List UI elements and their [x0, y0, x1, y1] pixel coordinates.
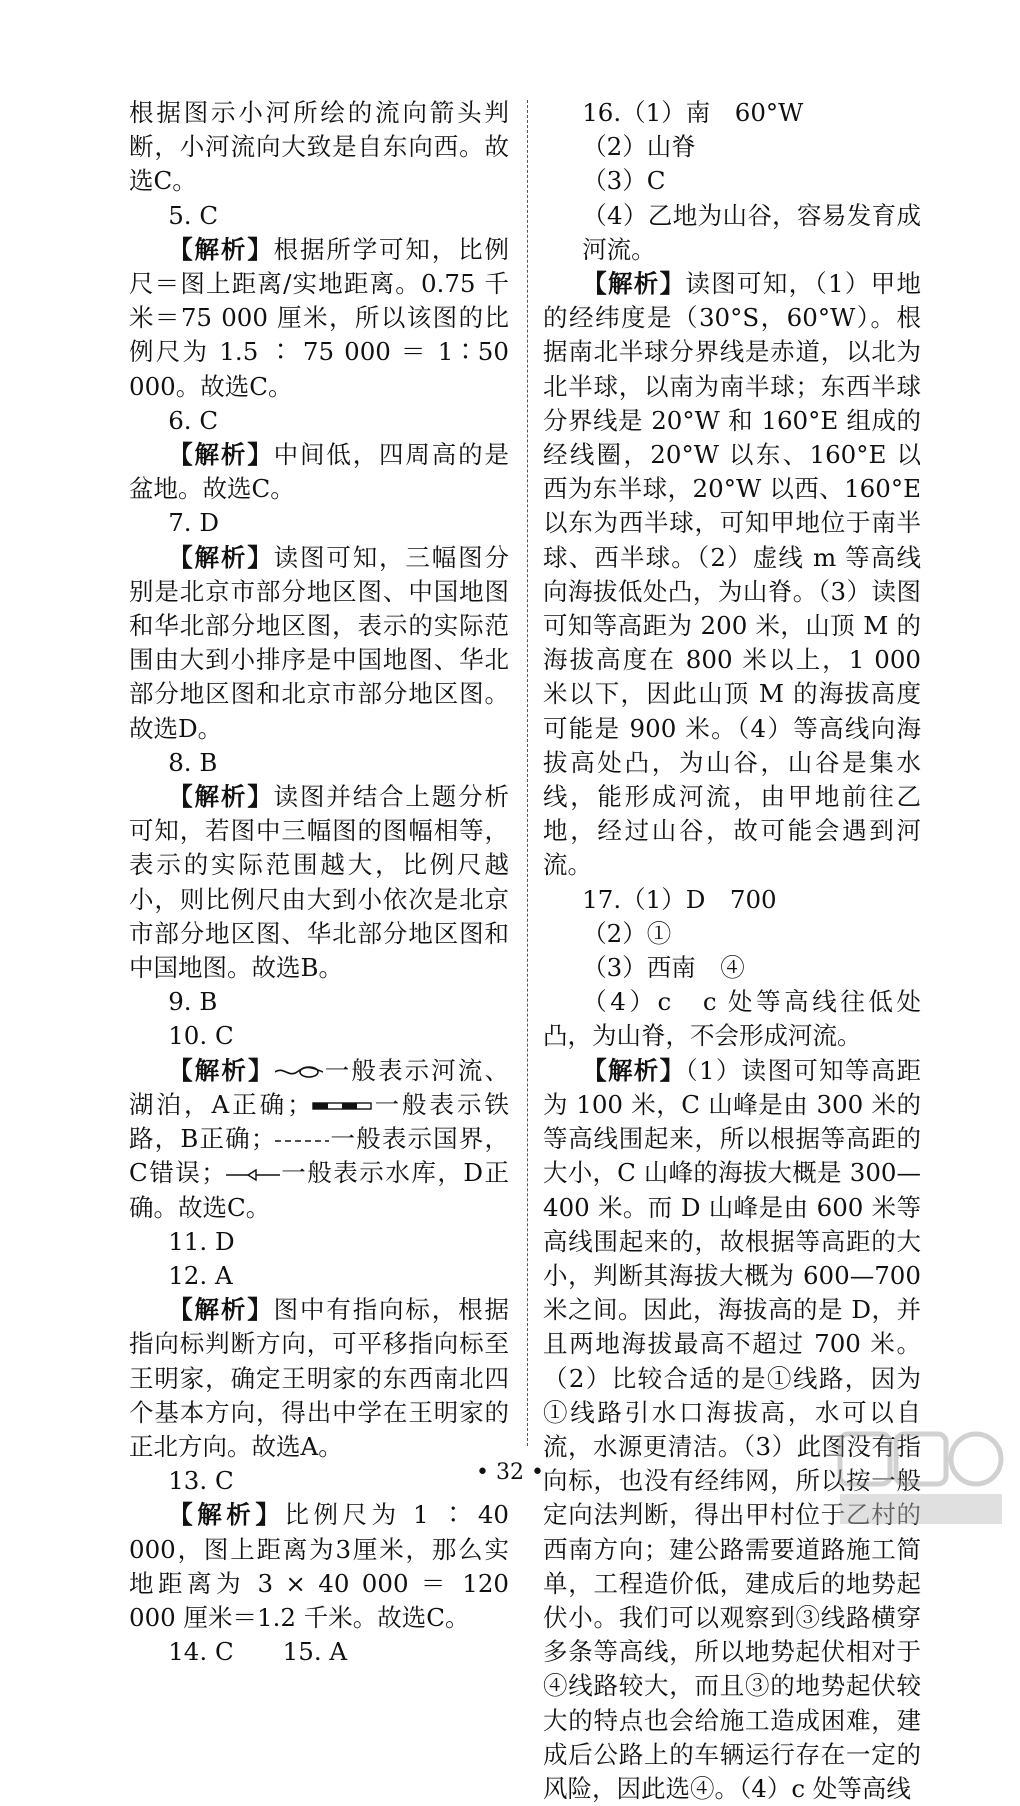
explanation-text: 根据图示小河所绘的流向箭头判断，小河流向大致是自东向西。故选C。: [129, 98, 509, 196]
answer-text: （2）山脊: [582, 132, 696, 162]
national-border-symbol-icon: [275, 1135, 329, 1147]
answer-line: [543, 199, 921, 267]
analysis-tag: 【解析】: [168, 234, 274, 264]
answer-text: 14. C 15. A: [168, 1637, 348, 1667]
explanation-paragraph: [543, 985, 921, 1053]
analysis-tag: 【解析】: [168, 440, 274, 470]
answer-text: 10. C: [168, 1021, 234, 1051]
explanation-text: （1）读图可知等高距为 100 米，C 山峰是由 300 米的等高线围起来，所以根据等高距的大小，C 山峰的海拔大概是 300—400 米。而 D 山峰是由 600 米等高线围起来的，故根据等高距的大小，判断其海拔大概为 600—700 米之间。因此，海拔高的是 D，并且两地海拔最高不超过 700 米。（2）比较合适的是①线路，因为①线路引水口海拔高，水可以自流，水源更清洁。（3）此图没有指向标，也没有经纬网，所以按一般定向法判断，得出甲村位于乙村的西南方向；建公路需要道路施工简单，工程造价低，建成后的地势起伏小。我们可以观察到③线路横穿多条等高线，所以地势起伏相对于④线路较大，而且③的地势起伏较大的特点也会给施工造成困难，建成后公路上的车辆运行存在一定的风险，因此选④。（4）c 处等高线: [543, 1055, 922, 1803]
answer-line: [129, 985, 509, 1019]
answer-text: 11. D: [168, 1226, 235, 1256]
answer-line: [543, 917, 921, 951]
explanation-text: 读图可知，（1）甲地的经纬度是（30°S，60°W）。根据南北半球分界线是赤道，以北为北半球，以南为南半球；东西半球分界线是 20°W 和 160°E 组成的经线圈，20°W 以东、160°E 以西为东半球，20°W 以西、160°E 以东为西半球，可知甲地位于南半球、西半球。（2）虚线 m 等高线向海拔低处凸，为山脊。（3）读图可知等高距为 200 米，山顶 M 的海拔高度在 800 米以上，1 000 米以下，因此山顶 M 的海拔高度可能是 900 米。（4）等高线向海拔高处凸，为山谷，山谷是集水线，能形成河流，由甲地前往乙地，经过山谷，故可能会遇到河流。: [543, 269, 922, 880]
explanation-text: 中间低，四周高的是盆地。故选C。: [129, 440, 509, 504]
explanation-paragraph: [129, 780, 509, 985]
railway-symbol-icon: [312, 1100, 372, 1112]
explanation-text: 根据所学可知，比例尺＝图上距离/实地距离。0.75 千米＝75 000 厘米，所以该图的比例尺为 1.5 ∶ 75 000 ＝ 1∶50 000。故选C。: [129, 234, 509, 401]
answer-line: [543, 164, 921, 198]
answer-text: （2）①: [582, 918, 672, 948]
symbol-desc: 一般表示国界，C错误；: [129, 1124, 510, 1188]
symbol-desc: 一般表示水库，D正确。故选C。: [129, 1158, 509, 1222]
answer-line: [129, 1259, 509, 1293]
answer-line: [129, 746, 509, 780]
answer-text: 13. C: [168, 1466, 234, 1496]
answer-line: [543, 951, 921, 985]
explanation-text: 比例尺为 1 ∶ 40 000，图上距离为3厘米，那么实地距离为 3 × 40 000 ＝ 120 000 厘米＝1.2 千米。故选C。: [129, 1500, 509, 1632]
answer-text: （3）C: [582, 166, 666, 196]
answer-text: 17.（1）D 700: [582, 884, 777, 914]
right-column: [543, 96, 921, 1806]
answer-text: 9. B: [168, 987, 218, 1017]
column-divider: [527, 100, 528, 1446]
explanation-text: 图中有指向标，根据指向标判断方向，可平移指向标至王明家，确定王明家的东西南北四个基本方向，得出中学在王明家的正北方向。故选A。: [129, 1295, 509, 1461]
answer-line: [129, 1225, 509, 1259]
answer-line: [543, 883, 921, 917]
analysis-tag: 【解析】: [168, 1500, 285, 1530]
analysis-tag: 【解析】: [168, 782, 274, 812]
explanation-paragraph: [129, 438, 509, 506]
explanation-text: 读图可知，三幅图分别是北京市部分地区图、中国地图和华北部分地区图，表示的实际范围由大到小排序是中国地图、华北部分地区图和北京市部分地区图。故选D。: [129, 542, 509, 743]
explanation-paragraph: [129, 541, 509, 746]
answer-line: [129, 199, 509, 233]
analysis-tag: 【解析】: [582, 1055, 686, 1085]
map-symbols-explanation: [129, 1054, 509, 1225]
answer-line: [129, 506, 509, 540]
analysis-tag: 【解析】: [582, 269, 686, 299]
answer-text: 16.（1）南 60°W: [582, 98, 804, 127]
symbol-desc: 一般表示河流、湖泊，A正确；: [129, 1055, 510, 1119]
explanation-text: 读图并结合上题分析可知，若图中三幅图的图幅相等，表示的实际范围越大，比例尺越小，则比例尺由大到小依次是北京市部分地区图、华北部分地区图和中国地图。故选B。: [129, 782, 509, 983]
answer-text: 12. A: [168, 1260, 233, 1290]
answer-line: [129, 1019, 509, 1053]
answer-line: [543, 96, 921, 130]
analysis-tag: 【解析】: [168, 1055, 275, 1085]
explanation-paragraph: [129, 233, 509, 404]
answer-text: 6. C: [168, 405, 219, 435]
answer-text: （3）西南 ④: [582, 953, 745, 983]
answer-line: [129, 1635, 509, 1669]
left-column: [129, 96, 509, 1669]
reservoir-symbol-icon: [226, 1168, 280, 1182]
analysis-tag: 【解析】: [168, 542, 274, 572]
answer-text: 8. B: [168, 747, 218, 777]
answer-text: 5. C: [168, 200, 219, 230]
explanation-paragraph: [129, 1293, 509, 1464]
answer-line: [543, 130, 921, 164]
page-number: • 32 •: [476, 1460, 544, 1485]
answer-text: 7. D: [168, 508, 219, 538]
answer-text: （4）乙地为山谷，容易发育成河流。: [582, 200, 921, 264]
explanation-paragraph: [543, 267, 921, 883]
answer-line: [129, 404, 509, 438]
symbol-desc: 一般表示铁路，B正确；: [129, 1089, 510, 1154]
explanation-text: （4）c c 处等高线往低处凸，为山脊，不会形成河流。: [543, 987, 921, 1051]
watermark-logo: [836, 1428, 1006, 1528]
explanation-paragraph: [129, 1498, 509, 1635]
river-lake-symbol-icon: [275, 1064, 323, 1080]
analysis-tag: 【解析】: [168, 1295, 274, 1325]
explanation-paragraph: [129, 96, 509, 199]
